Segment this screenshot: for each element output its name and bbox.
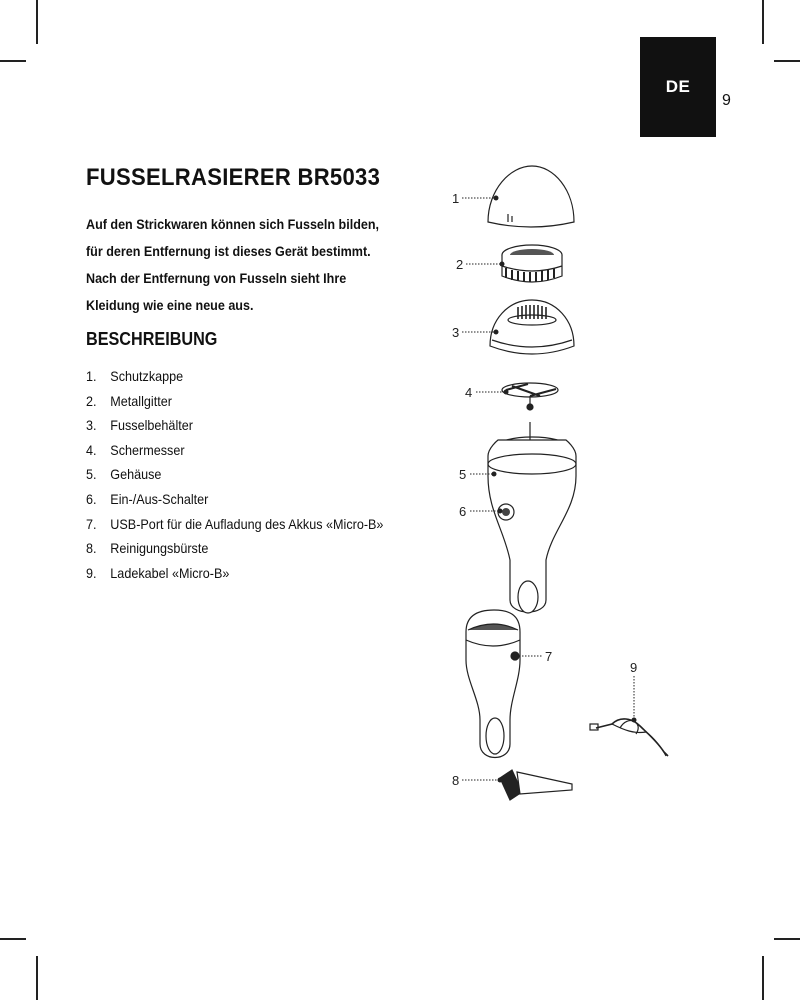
charging-cable-illustration xyxy=(590,719,668,756)
cleaning-brush-illustration xyxy=(500,770,572,800)
metal-grid-illustration xyxy=(502,245,562,282)
list-item: 4. Schermesser xyxy=(86,441,185,458)
callout-number: 9 xyxy=(630,660,638,675)
protective-cap-illustration xyxy=(488,166,574,227)
list-item: 1. Schutzkappe xyxy=(86,368,184,384)
intro-paragraph: Auf den Strickwaren können sich Fusseln bilden, für deren Entfernung ist dieses Gerät bestimmt. Nach der Entfernung von Fusseln sieht Ihre Kleidung wie eine neue aus. xyxy=(86,217,380,313)
page-number: 9 xyxy=(722,92,731,109)
callout-number: 6 xyxy=(459,504,467,519)
callout-number: 1 xyxy=(452,191,460,206)
list-item: 6. Ein-/Aus-Schalter xyxy=(86,490,209,507)
list-item: 5. Gehäuse xyxy=(86,466,162,483)
callout-number: 5 xyxy=(459,467,467,482)
callout-number: 2 xyxy=(456,257,464,272)
housing-illustration xyxy=(488,422,576,613)
list-item: 8. Reinigungsbürste xyxy=(86,540,209,557)
language-tab-label: DE xyxy=(665,77,691,96)
section-heading: BESCHREIBUNG xyxy=(86,329,218,349)
list-item: 9. Ladekabel «Micro-B» xyxy=(86,564,230,581)
callout-number: 8 xyxy=(452,773,460,788)
page-title: FUSSELRASIERER BR5033 xyxy=(86,164,381,191)
lint-container-illustration xyxy=(490,300,574,354)
handle-illustration xyxy=(466,610,520,758)
callout-number: 7 xyxy=(545,649,553,664)
shear-blade-illustration xyxy=(502,383,558,410)
list-item: 3. Fusselbehälter xyxy=(86,417,193,434)
callout-number: 4 xyxy=(465,385,473,400)
list-item: 7. USB-Port für die Aufladung des Akkus «Micro-B» xyxy=(86,515,384,532)
callout-number: 3 xyxy=(452,325,460,340)
list-item: 2. Metallgitter xyxy=(86,392,172,409)
